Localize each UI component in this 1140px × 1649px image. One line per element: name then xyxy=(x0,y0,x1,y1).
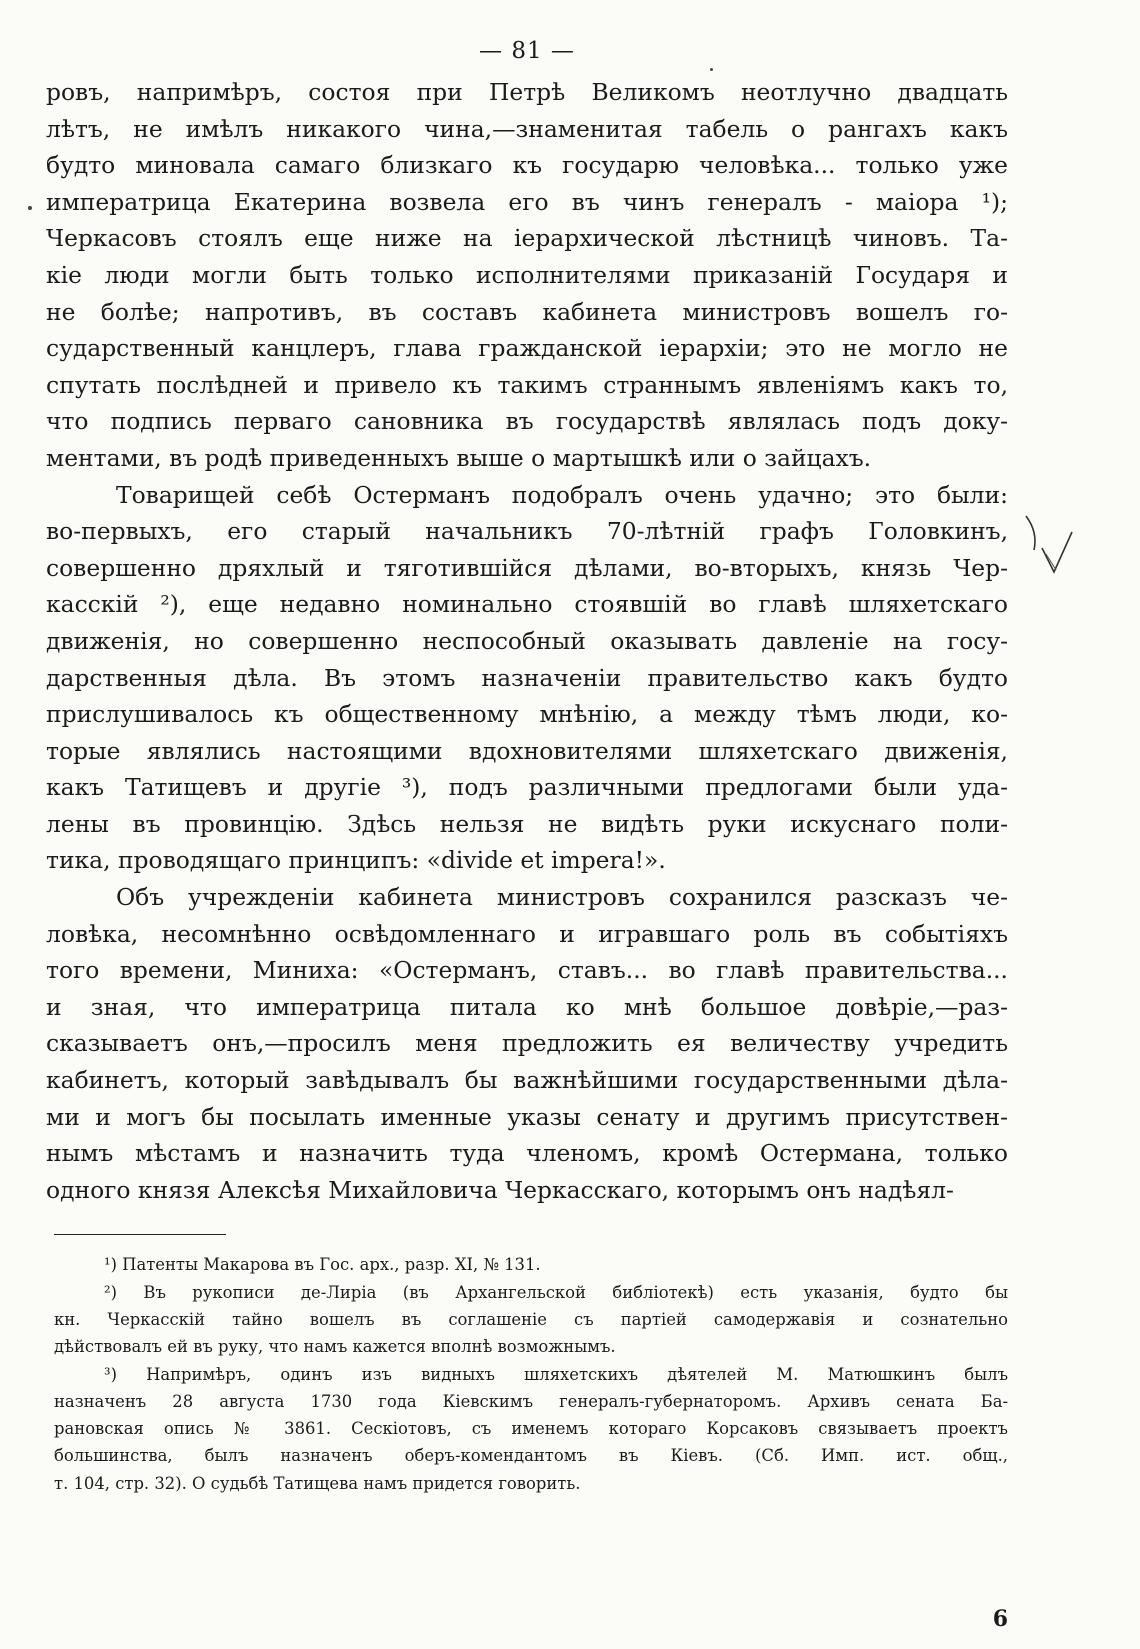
text-line: движенія, но совершенно неспособный оказывать давленіе на госу- xyxy=(46,626,1008,655)
text-line: нымъ мѣстамъ и назначить туда членомъ, кромѣ Остермана, только xyxy=(46,1139,1008,1168)
text-line: Черкасовъ стоялъ еще ниже на іерархической лѣстницѣ чиновъ. Та- xyxy=(46,224,1008,253)
footnote-line: т. 104, стр. 32). О судьбѣ Татищева намъ придется говорить. xyxy=(54,1473,581,1493)
text-line: ментами, въ родѣ приведенныхъ выше о мартышкѣ или о зайцахъ. xyxy=(46,443,872,472)
footnote xyxy=(46,1361,1008,1497)
text-line: сказываетъ онъ,—просилъ меня предложить ея величеству учредить xyxy=(46,1029,1008,1058)
footnote xyxy=(46,1251,1008,1278)
text-line: не болѣе; напротивъ, въ составъ кабинета министровъ вошелъ го- xyxy=(46,297,1008,326)
footnote-line: ¹) Патенты Макарова въ Гос. арх., разр. XI, № 131. xyxy=(104,1255,541,1275)
margin-pencil-mark-icon xyxy=(1020,510,1090,590)
footnote-line: кн. Черкасскій тайно вошелъ въ соглашеніе съ партіей самодержавія и сознательно xyxy=(54,1310,1008,1329)
text-line: прислушивалось къ общественному мнѣнію, а между тѣмъ люди, ко- xyxy=(46,700,1008,729)
page-number: — 81 — xyxy=(479,38,575,64)
text-line: дарственныя дѣла. Въ этомъ назначеніи правительство какъ будто xyxy=(46,663,1008,692)
text-line: сударственный канцлеръ, глава гражданской іерархіи; это не могло не xyxy=(46,334,1008,363)
text-line: тика, проводящаго принципъ: «divide et impera!». xyxy=(46,846,666,875)
text-line: Товарищей себѣ Остерманъ подобралъ очень удачно; это были: xyxy=(116,480,1008,509)
text-line: касскій ²), еще недавно номинально стоявшій во главѣ шляхетскаго xyxy=(46,590,1008,619)
text-line: торые являлись настоящими вдохновителями шляхетскаго движенія, xyxy=(46,736,1008,765)
signature-mark: 6 xyxy=(992,1606,1008,1632)
footnote-line: ²) Въ рукописи де-Лиріа (въ Архангельской библіотекѣ) есть указанія, будто бы xyxy=(104,1282,1008,1302)
text-line: ровъ, напримѣръ, состоя при Петрѣ Великомъ неотлучно двадцать xyxy=(46,78,1008,106)
paragraph xyxy=(46,879,1008,1208)
text-line: ловѣка, несомнѣнно освѣдомленнаго и игравшаго роль въ событіяхъ xyxy=(46,919,1008,948)
text-line: какъ Татищевъ и другіе ³), подъ различными предлогами были уда- xyxy=(46,773,1008,802)
text-line: будто миновала самаго близкаго къ государю человѣка... только уже xyxy=(46,151,1008,180)
footnote-line: большинства, былъ назначенъ оберъ-комендантомъ въ Кіевъ. (Сб. Имп. ист. общ., xyxy=(54,1446,1008,1466)
footnotes xyxy=(46,1251,1008,1497)
text-line: кіе люди могли быть только исполнителями приказаній Государя и xyxy=(46,260,1008,289)
paragraph xyxy=(46,74,1008,477)
footnote-line: ³) Напримѣръ, одинъ изъ видныхъ шляхетскихъ дѣятелей М. Матюшкинъ былъ xyxy=(104,1364,1008,1384)
footnote-line: рановская опись № 3861. Сескіотовъ, съ именемъ котораго Корсаковъ связываетъ проектъ xyxy=(54,1419,1008,1439)
text-line: одного князя Алексѣя Михайловича Черкасскаго, которымъ онъ надѣял- xyxy=(46,1175,954,1204)
footnote-line: назначенъ 28 августа 1730 года Кіевскимъ генералъ-губернаторомъ. Архивъ сената Ба- xyxy=(54,1391,1008,1411)
footnote-line: дѣйствовалъ ей въ руку, что намъ кажется вполнѣ возможнымъ. xyxy=(54,1337,616,1357)
text-line: что подпись перваго сановника въ государствѣ являлась подъ доку- xyxy=(46,407,1008,436)
book-page xyxy=(46,36,1008,1632)
body-text xyxy=(46,74,1008,1208)
text-line: во-первыхъ, его старый начальникъ 70-лѣтній графъ Головкинъ, xyxy=(46,517,1008,546)
footnote-separator xyxy=(54,1234,226,1235)
stray-ink-dot xyxy=(28,206,32,210)
text-line: лѣтъ, не имѣлъ никакого чина,—знаменитая табель о рангахъ какъ xyxy=(46,114,1008,143)
stray-ink-dot xyxy=(710,68,713,71)
text-line: лены въ провинцію. Здѣсь нельзя не видѣть руки искуснаго поли- xyxy=(46,809,1008,838)
text-line: и зная, что императрица питала ко мнѣ большое довѣріе,—раз- xyxy=(46,992,1008,1021)
paragraph xyxy=(46,477,1008,880)
text-line: ми и могъ бы посылать именные указы сенату и другимъ присутствен- xyxy=(46,1102,1008,1131)
text-line: Объ учрежденіи кабинета министровъ сохранился разсказъ че- xyxy=(116,883,1008,912)
footnote xyxy=(46,1279,1008,1361)
text-line: спутать послѣдней и привело къ такимъ страннымъ явленіямъ какъ то, xyxy=(46,370,1008,399)
text-line: кабинетъ, который завѣдывалъ бы важнѣйшими государственными дѣла- xyxy=(46,1066,1008,1095)
text-line: императрица Екатерина возвела его въ чинъ генералъ - маіора ¹); xyxy=(46,187,1008,216)
text-line: совершенно дряхлый и тяготившійся дѣлами, во-вторыхъ, князь Чер- xyxy=(46,553,1008,582)
text-line: того времени, Миниха: «Остерманъ, ставъ... во главѣ правительства... xyxy=(46,956,1008,985)
